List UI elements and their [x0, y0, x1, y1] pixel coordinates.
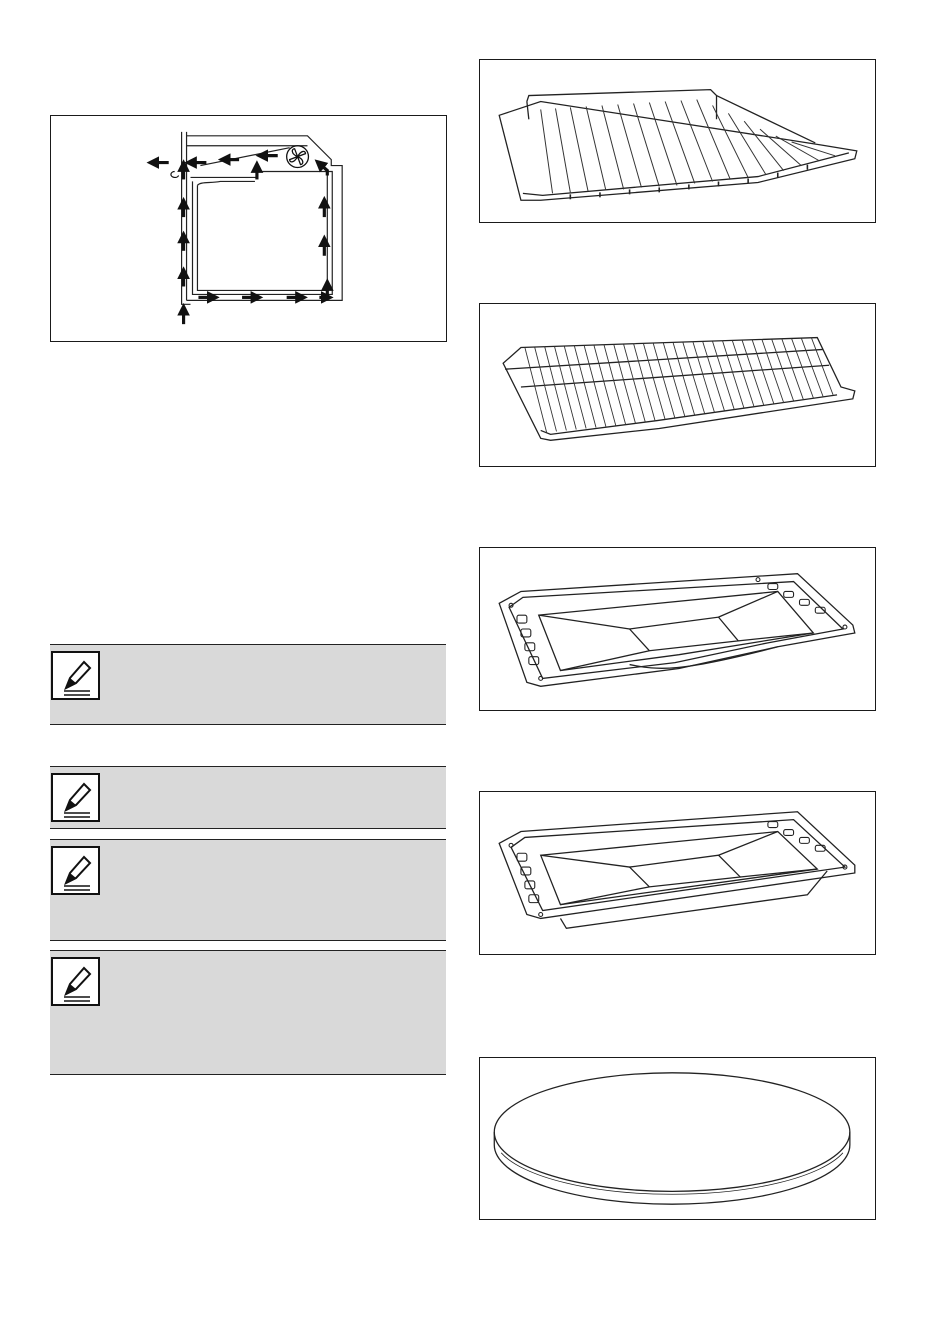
pencil-note-icon — [50, 650, 102, 702]
oven-rack-icon — [480, 304, 875, 466]
note-box-4 — [50, 950, 446, 1075]
oven-airflow-diagram-icon — [51, 116, 446, 341]
grid-pan-icon — [480, 60, 875, 222]
pencil-note-icon — [50, 845, 102, 897]
note-box-2 — [50, 766, 446, 829]
pizza-stone-figure — [479, 1057, 876, 1220]
rack-figure — [479, 303, 876, 467]
airflow-diagram-figure — [50, 115, 447, 342]
grid-pan-figure — [479, 59, 876, 223]
deep-baking-tray-icon — [480, 792, 875, 954]
pizza-stone-icon — [480, 1058, 875, 1219]
shallow-tray-figure — [479, 547, 876, 711]
note-box-1 — [50, 644, 446, 725]
pencil-note-icon — [50, 772, 102, 824]
shallow-baking-tray-icon — [480, 548, 875, 710]
pencil-note-icon — [50, 956, 102, 1008]
note-box-3 — [50, 839, 446, 941]
deep-tray-figure — [479, 791, 876, 955]
